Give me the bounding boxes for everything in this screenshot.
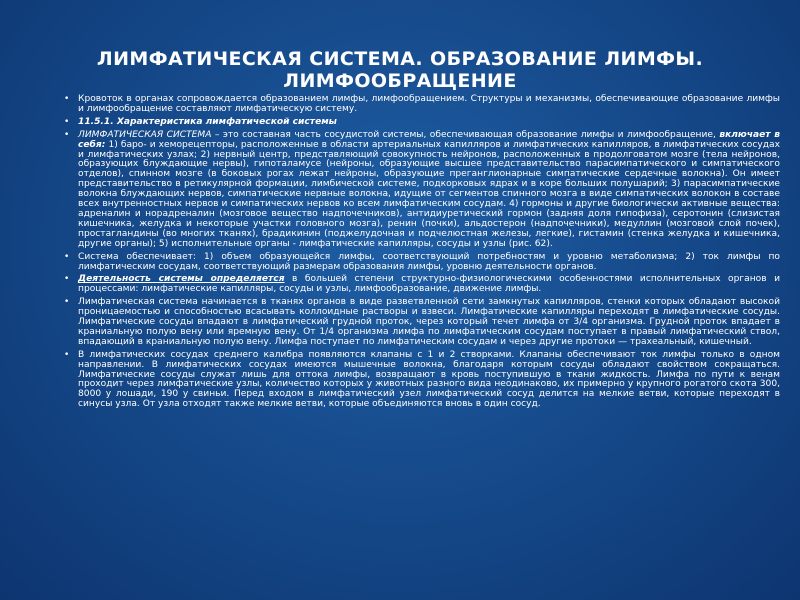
bullet-icon: • (64, 297, 70, 308)
paragraph-text: Лимфатическая система начинается в тканях органов в виде разветвленной сети замкнутых капилляров, стенки которых обладают высокой проницаемостью и способностью всасывать коллоидные растворы и взвеси. Лимфатические капилляры переходят в лимфатические сосуды. Лимфатические сосуды впадают в лимфатический грудной проток, через который течет лимфа от 3/4 организма. Грудной проток впадает в краниальную полую вену или яремную вену. От 1/4 организма лимфа по лимфатическим сосудам поступает в правый лимфатический ствол, впадающий в краниальную полую вену. Лимфа поступает по лимфатическим сосудам и через другие протоки — трахеальный, кишечный. (78, 297, 780, 347)
bullet-icon: • (64, 349, 70, 360)
paragraph-emphasis: включает в себя: (78, 129, 780, 150)
term-lead: ЛИМФАТИЧЕСКАЯ СИСТЕМА (78, 129, 212, 140)
bullet-icon: • (64, 94, 70, 104)
section-heading: 11.5.1. Характеристика лимфатической системы (78, 116, 337, 127)
paragraph-6 (62, 298, 780, 348)
paragraph-4 (62, 253, 780, 273)
bullet-icon: • (64, 129, 70, 140)
paragraph-mid: – это составная часть сосудистой системы, обеспечивающая образование лимфы и лимфообращение, (211, 129, 720, 140)
paragraph-5 (62, 275, 780, 295)
title-line-2: ЛИМФООБРАЩЕНИЕ (283, 70, 517, 92)
bullet-icon: • (64, 116, 70, 127)
bullet-icon: • (64, 274, 70, 285)
paragraph-text: 1) баро- и хеморецепторы, расположенные в области артериальных капилляров и лимфатических капилляров, в лимфатических сосудах и лимфатических узлах; 2) нервный центр, представляющий совокупность нейронов, расположенных в продолговатом мозге (тела нейронов, образующих блуждающие нервы), гипоталамусе (нейроны, образующие высшее представительство парасимпатического и симпатического отделов), спинном мозге (в боковых рогах лежат нейроны, образующие преганглионарные симпатические сердечные волокна). Он имеет представительство в ретикулярной формации, лимбической системе, подкорковых ядрах и в коре больших полушарий; 3) парасимпатические волокна блуждающих нервов, симпатические нервные волокна, идущие от сегментов спинного мозга в виде симпатических волокон в составе всех внутренностных нервов и симпатических нервов ко всем лимфатическим сосудам. 4) гормоны и другие биологически активные вещества: адреналин и норадреналин (мозговое вещество надпочечников), антидиуретический гормон (задняя доля гипофиза), серотонин (слизистая кишечника, желудка и некоторые участки головного мозга), ренин (почки), альдостерон (надпочечники), медуллин (мозговой слой почек), простагландины (во многих тканях), брадикинин (поджелудочная и подчелюстная железы, легкие), гистамин (стенка желудка и кишечника, другие органы); 5) исполнительные органы - лимфатические капилляры, сосуды и узлы (рис. 62). (78, 139, 780, 249)
slide-content (62, 95, 780, 413)
paragraph-text: в большей степени структурно-физиологическими особенностями исполнительных органов и процессами: лимфатические капилляры, сосуды и узлы, лимфообразование, движение лимфы. (78, 274, 780, 295)
title-line-1: ЛИМФАТИЧЕСКАЯ СИСТЕМА. ОБРАЗОВАНИЕ ЛИМФЫ. (96, 48, 704, 70)
paragraph-3 (62, 131, 780, 250)
paragraph-2 (62, 118, 780, 128)
paragraph-lead: Деятельность системы определяется (78, 274, 285, 285)
bullet-icon: • (64, 251, 70, 262)
paragraph-1 (62, 95, 780, 115)
slide-title (40, 48, 760, 92)
paragraph-7 (62, 351, 780, 410)
paragraph-text: Кровоток в органах сопровождается образованием лимфы, лимфообращением. Структуры и механизмы, обеспечивающие образование лимфы и лимфообращение составляют лимфатическую систему. (78, 94, 780, 114)
paragraph-text: Система обеспечивает: 1) объем образующейся лимфы, соответствующий потребностям и уровню метаболизма; 2) ток лимфы по лимфатическим сосудам, соответствующий размерам образования лимфы, уровню деятельности органов. (78, 251, 780, 272)
paragraph-text: В лимфатических сосудах среднего калибра появляются клапаны с 1 и 2 створками. Клапаны обеспечивают ток лимфы только в одном направлении. В лимфатических сосудах имеются мышечные волокна, благодаря которым сосуды обладают свойством сокращаться. Лимфатические сосуды служат лишь для оттока лимфы, возвращают в кровь поступившую в ткани жидкость. Лимфа по пути к венам проходит через лимфатические узлы, количество которых у животных разного вида неодинаково, их примерно у крупного рогатого скота 300, 8000 у лошади, 190 у свиньи. Перед входом в лимфатический узел лимфатический сосуд делится на мелкие ветви, которые переходят в синусы узла. От узла отходят также мелкие ветви, которые объединяются вновь в один сосуд. (78, 349, 780, 410)
